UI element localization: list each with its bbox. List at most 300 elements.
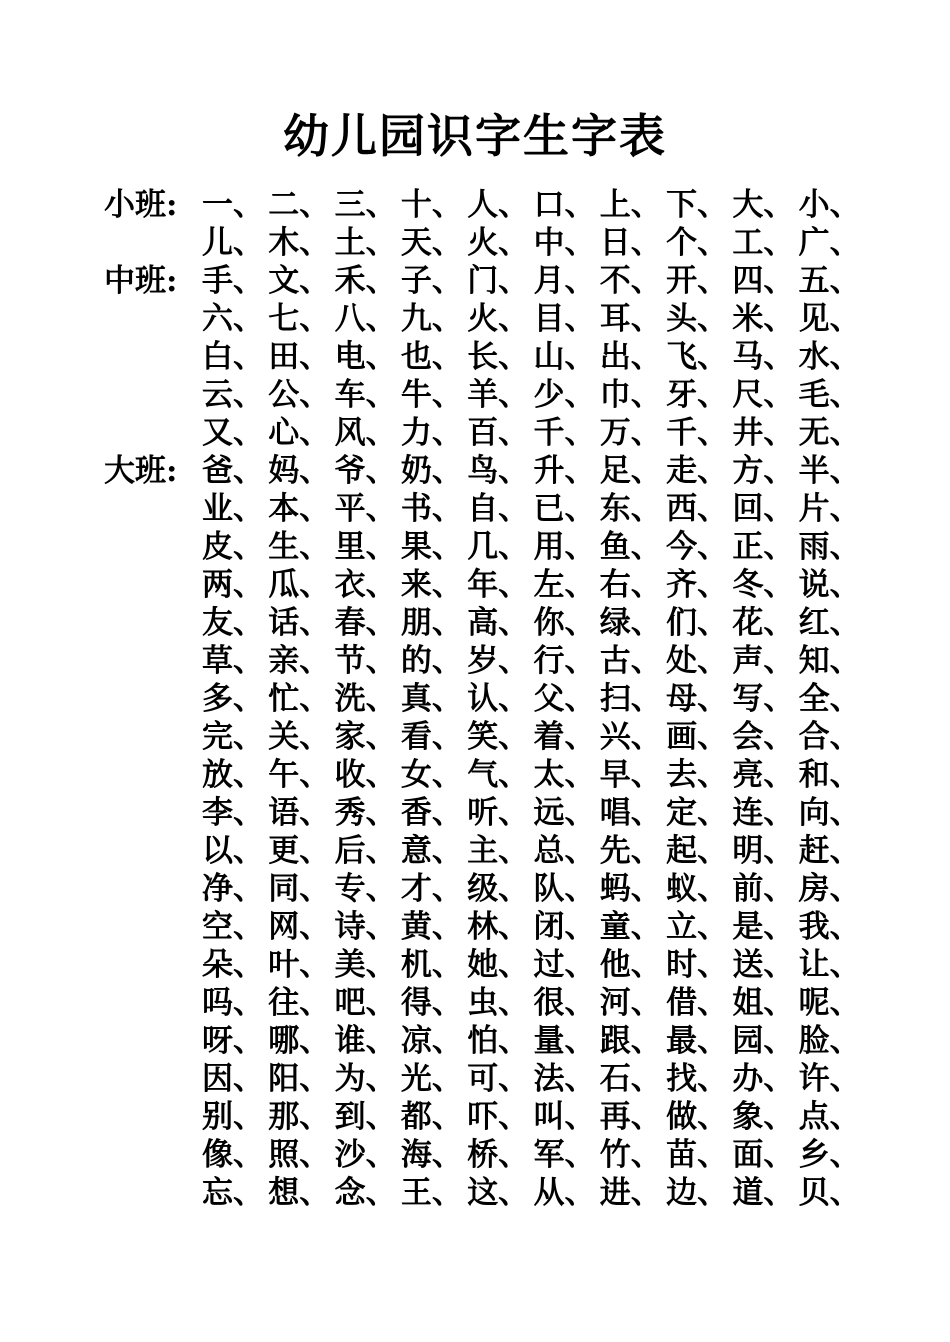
character-row xyxy=(104,1098,904,1136)
character-cell: 片、 xyxy=(798,491,861,527)
character-row xyxy=(104,794,904,832)
character-cell: 怕、 xyxy=(467,1023,530,1059)
character-list xyxy=(202,452,865,490)
character-cell: 远、 xyxy=(533,795,596,831)
character-cell: 西、 xyxy=(666,491,729,527)
character-cell: 关、 xyxy=(268,719,331,755)
character-cell: 忘、 xyxy=(202,1175,264,1211)
character-cell: 古、 xyxy=(599,643,662,679)
character-cell: 美、 xyxy=(334,947,397,983)
character-cell: 专、 xyxy=(334,871,397,907)
character-cell: 声、 xyxy=(732,643,795,679)
character-cell: 手、 xyxy=(202,263,264,299)
character-cell: 车、 xyxy=(334,377,397,413)
character-cell: 沙、 xyxy=(334,1137,397,1173)
character-cell: 叫、 xyxy=(533,1099,596,1135)
character-cell: 闭、 xyxy=(533,909,596,945)
character-cell: 知、 xyxy=(798,643,861,679)
character-cell: 口、 xyxy=(533,187,596,223)
character-cell: 合、 xyxy=(798,719,861,755)
character-cell: 不、 xyxy=(599,263,662,299)
character-cell: 方、 xyxy=(732,453,795,489)
character-cell: 阳、 xyxy=(268,1061,331,1097)
character-cell: 谁、 xyxy=(334,1023,397,1059)
character-cell: 右、 xyxy=(599,567,662,603)
character-cell: 大、 xyxy=(732,187,795,223)
character-cell: 朵、 xyxy=(202,947,264,983)
character-row xyxy=(104,452,904,490)
character-cell: 话、 xyxy=(268,605,331,641)
character-row xyxy=(104,832,904,870)
character-cell: 意、 xyxy=(400,833,463,869)
character-cell: 回、 xyxy=(732,491,795,527)
character-list xyxy=(202,414,865,452)
character-list xyxy=(202,376,865,414)
character-row xyxy=(104,604,904,642)
character-cell: 自、 xyxy=(467,491,530,527)
character-cell: 春、 xyxy=(334,605,397,641)
character-row xyxy=(104,1022,904,1060)
character-cell: 爸、 xyxy=(202,453,264,489)
character-cell: 七、 xyxy=(268,301,331,337)
character-list xyxy=(202,1098,865,1136)
character-cell: 这、 xyxy=(467,1175,530,1211)
character-cell: 本、 xyxy=(268,491,331,527)
character-list xyxy=(202,680,865,718)
character-cell: 下、 xyxy=(666,187,729,223)
character-cell: 平、 xyxy=(334,491,397,527)
character-cell: 五、 xyxy=(798,263,861,299)
character-cell: 吗、 xyxy=(202,985,264,1021)
character-cell: 升、 xyxy=(533,453,596,489)
character-list xyxy=(202,1060,865,1098)
character-cell: 跟、 xyxy=(599,1023,662,1059)
character-cell: 女、 xyxy=(400,757,463,793)
character-cell: 凉、 xyxy=(400,1023,463,1059)
character-cell: 节、 xyxy=(334,643,397,679)
character-cell: 广、 xyxy=(798,225,861,261)
character-cell: 岁、 xyxy=(467,643,530,679)
character-cell: 做、 xyxy=(666,1099,729,1135)
character-list xyxy=(202,908,865,946)
character-list xyxy=(202,186,865,224)
character-cell: 呀、 xyxy=(202,1023,264,1059)
character-cell: 去、 xyxy=(666,757,729,793)
character-row xyxy=(104,566,904,604)
character-row xyxy=(104,1136,904,1174)
character-cell: 军、 xyxy=(533,1137,596,1173)
character-cell: 马、 xyxy=(732,339,795,375)
character-cell: 火、 xyxy=(467,301,530,337)
character-cell: 小、 xyxy=(798,187,861,223)
character-cell: 放、 xyxy=(202,757,264,793)
character-cell: 想、 xyxy=(268,1175,331,1211)
character-cell: 冬、 xyxy=(732,567,795,603)
character-row xyxy=(104,756,904,794)
character-cell: 从、 xyxy=(533,1175,596,1211)
character-cell: 业、 xyxy=(202,491,264,527)
character-list xyxy=(202,642,865,680)
character-cell: 雨、 xyxy=(798,529,861,565)
character-cell: 画、 xyxy=(666,719,729,755)
character-cell: 人、 xyxy=(467,187,530,223)
character-table xyxy=(104,186,904,1212)
character-cell: 行、 xyxy=(533,643,596,679)
character-cell: 明、 xyxy=(732,833,795,869)
character-cell: 点、 xyxy=(798,1099,861,1135)
character-cell: 起、 xyxy=(666,833,729,869)
character-cell: 云、 xyxy=(202,377,264,413)
character-cell: 万、 xyxy=(599,415,662,451)
character-cell: 赶、 xyxy=(798,833,861,869)
character-cell: 念、 xyxy=(334,1175,397,1211)
character-cell: 田、 xyxy=(268,339,331,375)
character-cell: 工、 xyxy=(732,225,795,261)
character-cell: 书、 xyxy=(400,491,463,527)
character-cell: 才、 xyxy=(400,871,463,907)
character-cell: 们、 xyxy=(666,605,729,641)
character-cell: 高、 xyxy=(467,605,530,641)
character-cell: 又、 xyxy=(202,415,264,451)
character-cell: 笑、 xyxy=(467,719,530,755)
character-list xyxy=(202,490,865,528)
character-cell: 叶、 xyxy=(268,947,331,983)
character-cell: 全、 xyxy=(798,681,861,717)
character-cell: 呢、 xyxy=(798,985,861,1021)
character-cell: 白、 xyxy=(202,339,264,375)
character-row xyxy=(104,870,904,908)
character-cell: 收、 xyxy=(334,757,397,793)
character-cell: 也、 xyxy=(400,339,463,375)
character-cell: 前、 xyxy=(732,871,795,907)
character-cell: 多、 xyxy=(202,681,264,717)
character-cell: 香、 xyxy=(400,795,463,831)
character-cell: 母、 xyxy=(666,681,729,717)
character-cell: 是、 xyxy=(732,909,795,945)
character-row xyxy=(104,186,904,224)
character-list xyxy=(202,338,865,376)
character-cell: 开、 xyxy=(666,263,729,299)
character-cell: 公、 xyxy=(268,377,331,413)
character-cell: 四、 xyxy=(732,263,795,299)
character-list xyxy=(202,566,865,604)
character-cell: 山、 xyxy=(533,339,596,375)
character-cell: 找、 xyxy=(666,1061,729,1097)
character-cell: 走、 xyxy=(666,453,729,489)
character-cell: 子、 xyxy=(400,263,463,299)
character-cell: 哪、 xyxy=(268,1023,331,1059)
character-cell: 飞、 xyxy=(666,339,729,375)
character-list xyxy=(202,1136,865,1174)
character-cell: 红、 xyxy=(798,605,861,641)
character-cell: 头、 xyxy=(666,301,729,337)
character-cell: 文、 xyxy=(268,263,331,299)
character-list xyxy=(202,832,865,870)
character-cell: 脸、 xyxy=(798,1023,861,1059)
character-cell: 像、 xyxy=(202,1137,264,1173)
character-cell: 诗、 xyxy=(334,909,397,945)
character-cell: 百、 xyxy=(467,415,530,451)
character-cell: 为、 xyxy=(334,1061,397,1097)
character-cell: 定、 xyxy=(666,795,729,831)
character-cell: 鸟、 xyxy=(467,453,530,489)
character-cell: 羊、 xyxy=(467,377,530,413)
character-cell: 齐、 xyxy=(666,567,729,603)
character-cell: 父、 xyxy=(533,681,596,717)
character-cell: 六、 xyxy=(202,301,264,337)
character-cell: 米、 xyxy=(732,301,795,337)
character-cell: 连、 xyxy=(732,795,795,831)
character-row xyxy=(104,490,904,528)
character-cell: 几、 xyxy=(467,529,530,565)
character-cell: 长、 xyxy=(467,339,530,375)
character-cell: 进、 xyxy=(599,1175,662,1211)
character-cell: 向、 xyxy=(798,795,861,831)
character-cell: 办、 xyxy=(732,1061,795,1097)
character-row xyxy=(104,908,904,946)
character-cell: 风、 xyxy=(334,415,397,451)
character-cell: 立、 xyxy=(666,909,729,945)
character-row xyxy=(104,642,904,680)
character-cell: 土、 xyxy=(334,225,397,261)
character-list xyxy=(202,604,865,642)
character-list xyxy=(202,870,865,908)
character-list xyxy=(202,946,865,984)
character-cell: 鱼、 xyxy=(599,529,662,565)
character-cell: 先、 xyxy=(599,833,662,869)
character-cell: 忙、 xyxy=(268,681,331,717)
character-cell: 量、 xyxy=(533,1023,596,1059)
character-cell: 法、 xyxy=(533,1061,596,1097)
character-cell: 让、 xyxy=(798,947,861,983)
character-row xyxy=(104,528,904,566)
character-cell: 门、 xyxy=(467,263,530,299)
character-cell: 那、 xyxy=(268,1099,331,1135)
section-label: 中班: xyxy=(104,263,178,299)
character-cell: 最、 xyxy=(666,1023,729,1059)
character-cell: 洗、 xyxy=(334,681,397,717)
character-cell: 房、 xyxy=(798,871,861,907)
character-cell: 力、 xyxy=(400,415,463,451)
character-cell: 着、 xyxy=(533,719,596,755)
character-cell: 石、 xyxy=(599,1061,662,1097)
character-cell: 虫、 xyxy=(467,985,530,1021)
character-cell: 三、 xyxy=(334,187,397,223)
character-cell: 目、 xyxy=(533,301,596,337)
character-cell: 竹、 xyxy=(599,1137,662,1173)
character-list xyxy=(202,718,865,756)
character-list xyxy=(202,1022,865,1060)
character-cell: 东、 xyxy=(599,491,662,527)
page-title: 幼儿园识字生字表 xyxy=(283,109,667,163)
character-cell: 中、 xyxy=(533,225,596,261)
character-cell: 空、 xyxy=(202,909,264,945)
character-cell: 草、 xyxy=(202,643,264,679)
character-cell: 再、 xyxy=(599,1099,662,1135)
character-cell: 网、 xyxy=(268,909,331,945)
character-cell: 边、 xyxy=(666,1175,729,1211)
character-cell: 火、 xyxy=(467,225,530,261)
character-cell: 见、 xyxy=(798,301,861,337)
character-row xyxy=(104,224,904,262)
character-cell: 亮、 xyxy=(732,757,795,793)
character-row xyxy=(104,680,904,718)
character-cell: 过、 xyxy=(533,947,596,983)
character-cell: 童、 xyxy=(599,909,662,945)
character-cell: 电、 xyxy=(334,339,397,375)
character-cell: 蚂、 xyxy=(599,871,662,907)
character-cell: 林、 xyxy=(467,909,530,945)
character-cell: 井、 xyxy=(732,415,795,451)
character-row xyxy=(104,718,904,756)
character-cell: 九、 xyxy=(400,301,463,337)
character-cell: 毛、 xyxy=(798,377,861,413)
character-cell: 他、 xyxy=(599,947,662,983)
character-cell: 以、 xyxy=(202,833,264,869)
character-cell: 兴、 xyxy=(599,719,662,755)
character-cell: 更、 xyxy=(268,833,331,869)
character-row xyxy=(104,414,904,452)
character-cell: 都、 xyxy=(400,1099,463,1135)
character-cell: 姐、 xyxy=(732,985,795,1021)
character-cell: 写、 xyxy=(732,681,795,717)
character-cell: 海、 xyxy=(400,1137,463,1173)
character-row xyxy=(104,262,904,300)
character-list xyxy=(202,1174,865,1212)
character-cell: 半、 xyxy=(798,453,861,489)
character-cell: 已、 xyxy=(533,491,596,527)
character-cell: 午、 xyxy=(268,757,331,793)
character-cell: 园、 xyxy=(732,1023,795,1059)
character-cell: 牙、 xyxy=(666,377,729,413)
character-cell: 气、 xyxy=(467,757,530,793)
character-cell: 年、 xyxy=(467,567,530,603)
character-cell: 的、 xyxy=(400,643,463,679)
character-cell: 爷、 xyxy=(334,453,397,489)
character-list xyxy=(202,224,865,262)
character-cell: 吓、 xyxy=(467,1099,530,1135)
character-cell: 照、 xyxy=(268,1137,331,1173)
character-cell: 河、 xyxy=(599,985,662,1021)
character-list xyxy=(202,756,865,794)
character-row xyxy=(104,946,904,984)
character-list xyxy=(202,300,865,338)
character-cell: 儿、 xyxy=(202,225,264,261)
character-cell: 光、 xyxy=(400,1061,463,1097)
character-cell: 处、 xyxy=(666,643,729,679)
character-cell: 语、 xyxy=(268,795,331,831)
character-cell: 后、 xyxy=(334,833,397,869)
character-cell: 别、 xyxy=(202,1099,264,1135)
character-cell: 木、 xyxy=(268,225,331,261)
character-cell: 上、 xyxy=(599,187,662,223)
character-cell: 净、 xyxy=(202,871,264,907)
character-cell: 禾、 xyxy=(334,263,397,299)
character-cell: 我、 xyxy=(798,909,861,945)
character-cell: 道、 xyxy=(732,1175,795,1211)
character-cell: 巾、 xyxy=(599,377,662,413)
character-cell: 听、 xyxy=(467,795,530,831)
character-row xyxy=(104,300,904,338)
character-cell: 会、 xyxy=(732,719,795,755)
character-cell: 友、 xyxy=(202,605,264,641)
character-cell: 到、 xyxy=(334,1099,397,1135)
character-cell: 借、 xyxy=(666,985,729,1021)
character-cell: 队、 xyxy=(533,871,596,907)
character-cell: 天、 xyxy=(400,225,463,261)
character-cell: 唱、 xyxy=(599,795,662,831)
character-cell: 用、 xyxy=(533,529,596,565)
character-cell: 妈、 xyxy=(268,453,331,489)
character-cell: 尺、 xyxy=(732,377,795,413)
character-cell: 十、 xyxy=(400,187,463,223)
character-cell: 两、 xyxy=(202,567,264,603)
character-cell: 朋、 xyxy=(400,605,463,641)
character-cell: 来、 xyxy=(400,567,463,603)
character-row xyxy=(104,984,904,1022)
character-cell: 蚁、 xyxy=(666,871,729,907)
character-cell: 黄、 xyxy=(400,909,463,945)
character-cell: 牛、 xyxy=(400,377,463,413)
character-cell: 时、 xyxy=(666,947,729,983)
character-cell: 正、 xyxy=(732,529,795,565)
character-cell: 今、 xyxy=(666,529,729,565)
character-cell: 王、 xyxy=(400,1175,463,1211)
character-cell: 送、 xyxy=(732,947,795,983)
character-cell: 真、 xyxy=(400,681,463,717)
character-cell: 衣、 xyxy=(334,567,397,603)
character-cell: 生、 xyxy=(268,529,331,565)
character-cell: 和、 xyxy=(798,757,861,793)
character-row xyxy=(104,1174,904,1212)
character-cell: 乡、 xyxy=(798,1137,861,1173)
section-label: 大班: xyxy=(104,453,178,489)
character-cell: 八、 xyxy=(334,301,397,337)
character-row xyxy=(104,338,904,376)
character-cell: 千、 xyxy=(533,415,596,451)
character-cell: 瓜、 xyxy=(268,567,331,603)
character-cell: 吧、 xyxy=(334,985,397,1021)
character-row xyxy=(104,1060,904,1098)
character-cell: 家、 xyxy=(334,719,397,755)
character-cell: 机、 xyxy=(400,947,463,983)
character-cell: 得、 xyxy=(400,985,463,1021)
character-cell: 早、 xyxy=(599,757,662,793)
character-cell: 因、 xyxy=(202,1061,264,1097)
character-cell: 亲、 xyxy=(268,643,331,679)
character-cell: 水、 xyxy=(798,339,861,375)
character-cell: 太、 xyxy=(533,757,596,793)
character-cell: 月、 xyxy=(533,263,596,299)
character-cell: 认、 xyxy=(467,681,530,717)
character-cell: 足、 xyxy=(599,453,662,489)
character-cell: 奶、 xyxy=(400,453,463,489)
character-cell: 说、 xyxy=(798,567,861,603)
character-cell: 左、 xyxy=(533,567,596,603)
character-cell: 千、 xyxy=(666,415,729,451)
character-cell: 可、 xyxy=(467,1061,530,1097)
character-cell: 同、 xyxy=(268,871,331,907)
character-cell: 桥、 xyxy=(467,1137,530,1173)
character-cell: 个、 xyxy=(666,225,729,261)
character-list xyxy=(202,262,865,300)
character-row xyxy=(104,376,904,414)
character-cell: 无、 xyxy=(798,415,861,451)
character-list xyxy=(202,984,865,1022)
character-cell: 日、 xyxy=(599,225,662,261)
character-cell: 级、 xyxy=(467,871,530,907)
character-cell: 完、 xyxy=(202,719,264,755)
